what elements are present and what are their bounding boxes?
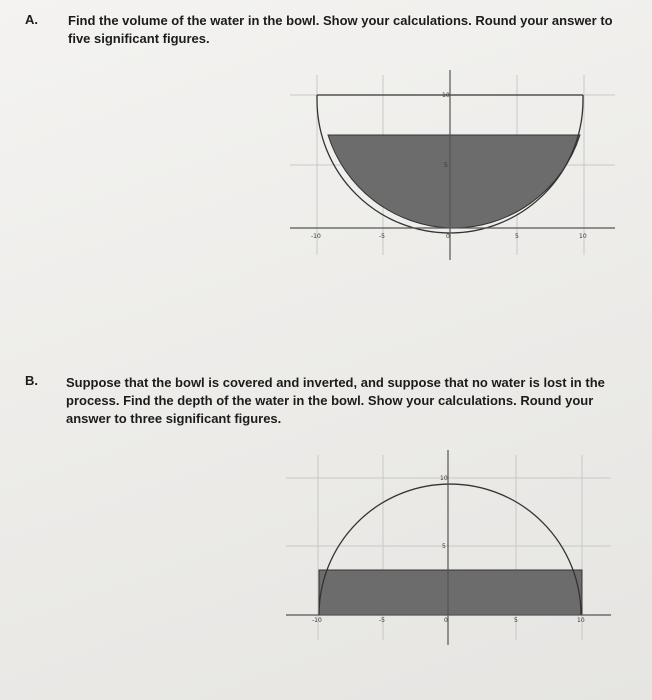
figure-b-tick-x-0: 0 xyxy=(444,617,448,624)
figure-a-water xyxy=(328,135,580,228)
bowl-figure-a xyxy=(290,65,615,265)
figure-b-tick-y-10: 10 xyxy=(440,475,448,482)
figure-b-tick-x-neg10: -10 xyxy=(312,617,322,624)
question-b-text: Suppose that the bowl is covered and inverted, and suppose that no water is lost in the process. Find the depth of the water in the bowl. Show your calculations. Round your answer to three significant figures. xyxy=(66,375,605,426)
figure-b-water xyxy=(319,570,582,615)
question-a-text: Find the volume of the water in the bowl. Show your calculations. Round your answer to five significant figures. xyxy=(68,13,613,46)
figure-a-tick-x-10: 10 xyxy=(579,233,587,240)
figure-b-tick-y-5: 5 xyxy=(442,543,446,550)
figure-a-tick-y-5: 5 xyxy=(444,162,448,169)
figure-a-tick-x-neg5: -5 xyxy=(379,233,385,240)
figure-a-tick-x-0: 0 xyxy=(446,233,450,240)
figure-a-tick-x-5: 5 xyxy=(515,233,519,240)
figure-b-tick-x-10: 10 xyxy=(577,617,585,624)
figure-a-tick-x-neg10: -10 xyxy=(311,233,321,240)
figure-b-tick-x-5: 5 xyxy=(514,617,518,624)
figure-b-tick-x-neg5: -5 xyxy=(379,617,385,624)
question-a-label: A. xyxy=(25,12,38,27)
question-b-label: B. xyxy=(25,373,38,388)
figure-a-tick-y-10: 10 xyxy=(442,92,450,99)
bowl-figure-b xyxy=(286,450,611,650)
